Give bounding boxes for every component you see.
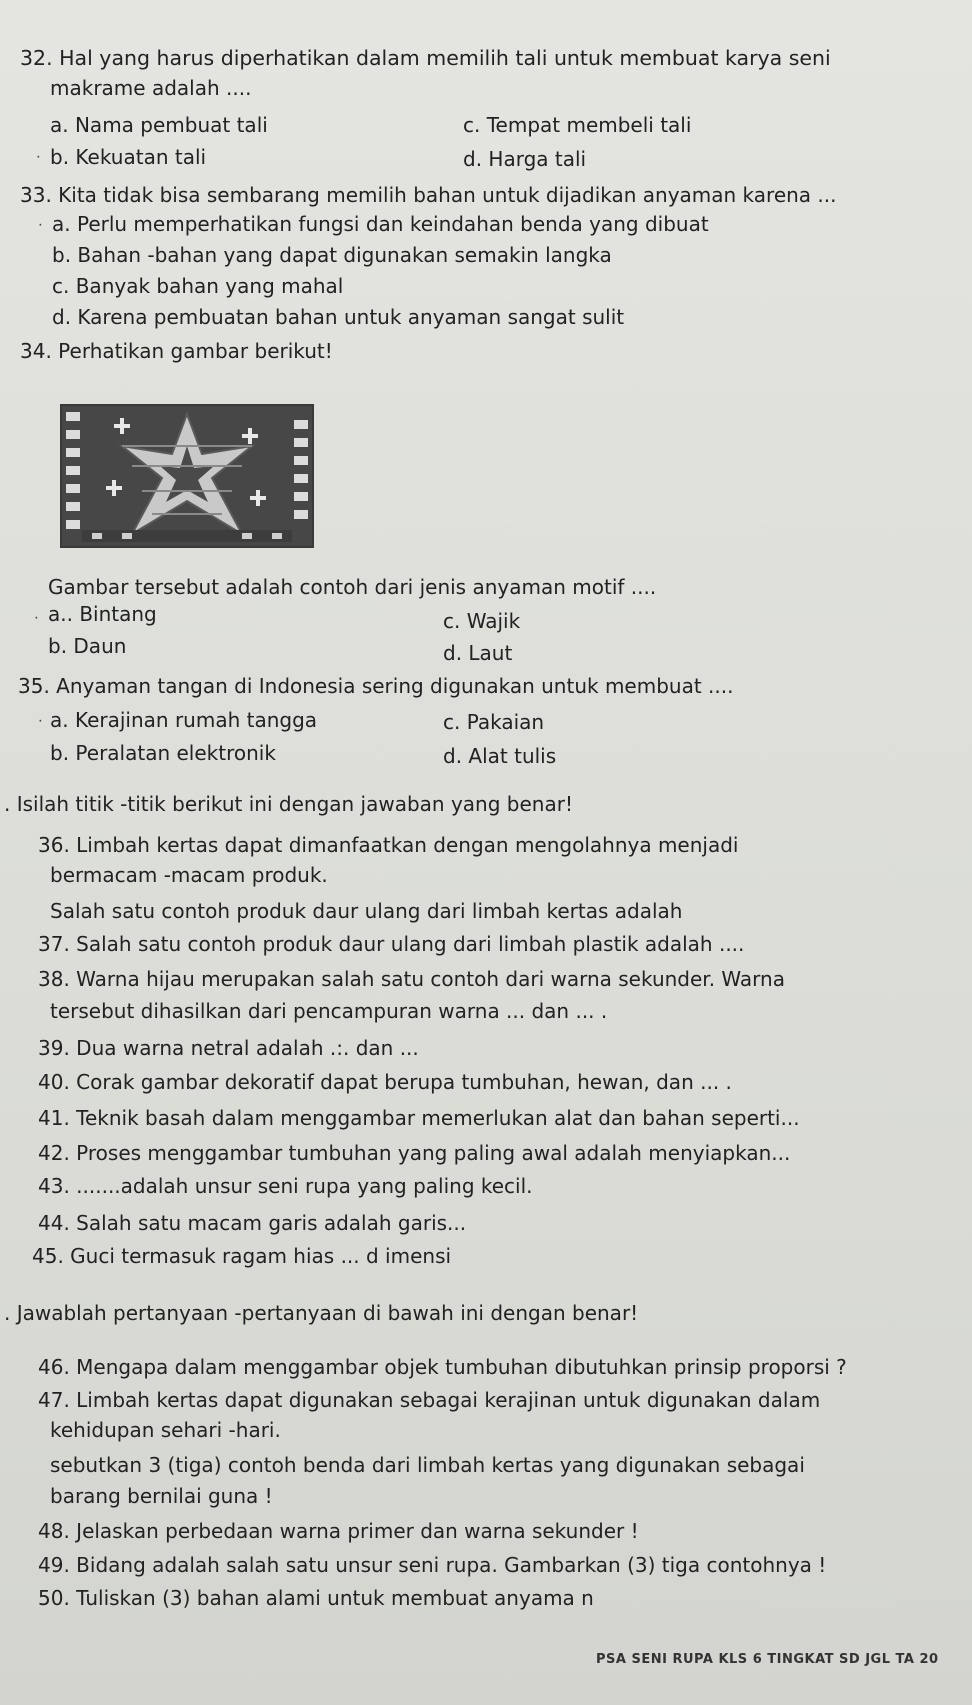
q32-stem-line2: makrame adalah .... (50, 76, 252, 100)
footer-text: PSA SENI RUPA KLS 6 TINGKAT SD JGL TA 20 (596, 1652, 939, 1667)
answer-mark: ᐧ (36, 148, 41, 167)
star-motif-illustration (62, 406, 312, 546)
q34-option-a: a.. Bintang (48, 602, 157, 626)
q34-option-b: b. Daun (48, 634, 127, 658)
answer-mark: ᐧ (34, 609, 39, 628)
q38-line2: tersebut dihasilkan dari pencampuran warna ... dan ... . (50, 999, 608, 1023)
q32-option-c: c. Tempat membeli tali (463, 113, 692, 137)
q32-option-b: b. Kekuatan tali (50, 145, 207, 169)
q39: 39. Dua warna netral adalah .:. dan ... (38, 1036, 419, 1060)
section-b-instruction: . Isilah titik -titik berikut ini dengan jawaban yang benar! (4, 792, 573, 816)
q32-stem-line1: 32. Hal yang harus diperhatikan dalam memilih tali untuk membuat karya seni (20, 46, 831, 70)
q37: 37. Salah satu contoh produk daur ulang dari limbah plastik adalah .... (38, 932, 745, 956)
q48: 48. Jelaskan perbedaan warna primer dan warna sekunder ! (38, 1519, 639, 1543)
q47-line3: sebutkan 3 (tiga) contoh benda dari limbah kertas yang digunakan sebagai (50, 1453, 805, 1477)
q35-option-c: c. Pakaian (443, 710, 545, 734)
q35-stem: 35. Anyaman tangan di Indonesia sering digunakan untuk membuat .... (18, 674, 734, 698)
q45: 45. Guci termasuk ragam hias ... d imensi (32, 1244, 452, 1268)
q42: 42. Proses menggambar tumbuhan yang paling awal adalah menyiapkan... (38, 1141, 791, 1165)
q34-question: Gambar tersebut adalah contoh dari jenis anyaman motif .... (48, 575, 657, 599)
q36-line1: 36. Limbah kertas dapat dimanfaatkan dengan mengolahnya menjadi (38, 833, 739, 857)
q47-line4: barang bernilai guna ! (50, 1484, 273, 1508)
q40: 40. Corak gambar dekoratif dapat berupa tumbuhan, hewan, dan ... . (38, 1070, 732, 1094)
answer-mark: ᐧ (38, 216, 43, 235)
q49: 49. Bidang adalah salah satu unsur seni rupa. Gambarkan (3) tiga contohnya ! (38, 1553, 827, 1577)
q35-option-d: d. Alat tulis (443, 744, 557, 768)
q34-option-d: d. Laut (443, 641, 513, 665)
q35-option-b: b. Peralatan elektronik (50, 741, 276, 765)
answer-mark: ᐧ (38, 712, 43, 731)
q33-option-a: a. Perlu memperhatikan fungsi dan keindahan benda yang dibuat (52, 212, 709, 236)
q43: 43. .......adalah unsur seni rupa yang paling kecil. (38, 1174, 533, 1198)
q33-option-b: b. Bahan -bahan yang dapat digunakan semakin langka (52, 243, 612, 267)
woven-star-motif-image (60, 404, 314, 548)
q46: 46. Mengapa dalam menggambar objek tumbuhan dibutuhkan prinsip proporsi ? (38, 1355, 847, 1379)
section-c-instruction: . Jawablah pertanyaan -pertanyaan di bawah ini dengan benar! (4, 1301, 639, 1325)
q38-line1: 38. Warna hijau merupakan salah satu contoh dari warna sekunder. Warna (38, 967, 785, 991)
q33-stem: 33. Kita tidak bisa sembarang memilih bahan untuk dijadikan anyaman karena ... (20, 183, 837, 207)
q50: 50. Tuliskan (3) bahan alami untuk membuat anyama n (38, 1586, 594, 1610)
q41: 41. Teknik basah dalam menggambar memerlukan alat dan bahan seperti... (38, 1106, 800, 1130)
q44: 44. Salah satu macam garis adalah garis... (38, 1211, 467, 1235)
q47-line1: 47. Limbah kertas dapat digunakan sebagai kerajinan untuk digunakan dalam (38, 1388, 821, 1412)
q32-option-a: a. Nama pembuat tali (50, 113, 268, 137)
q33-option-d: d. Karena pembuatan bahan untuk anyaman sangat sulit (52, 305, 625, 329)
q47-line2: kehidupan sehari -hari. (50, 1418, 281, 1442)
q34-option-c: c. Wajik (443, 609, 521, 633)
q36-line3: Salah satu contoh produk daur ulang dari limbah kertas adalah (50, 899, 683, 923)
q36-line2: bermacam -macam produk. (50, 863, 328, 887)
q33-option-c: c. Banyak bahan yang mahal (52, 274, 344, 298)
q32-option-d: d. Harga tali (463, 147, 587, 171)
q34-stem: 34. Perhatikan gambar berikut! (20, 339, 333, 363)
q35-option-a: a. Kerajinan rumah tangga (50, 708, 318, 732)
